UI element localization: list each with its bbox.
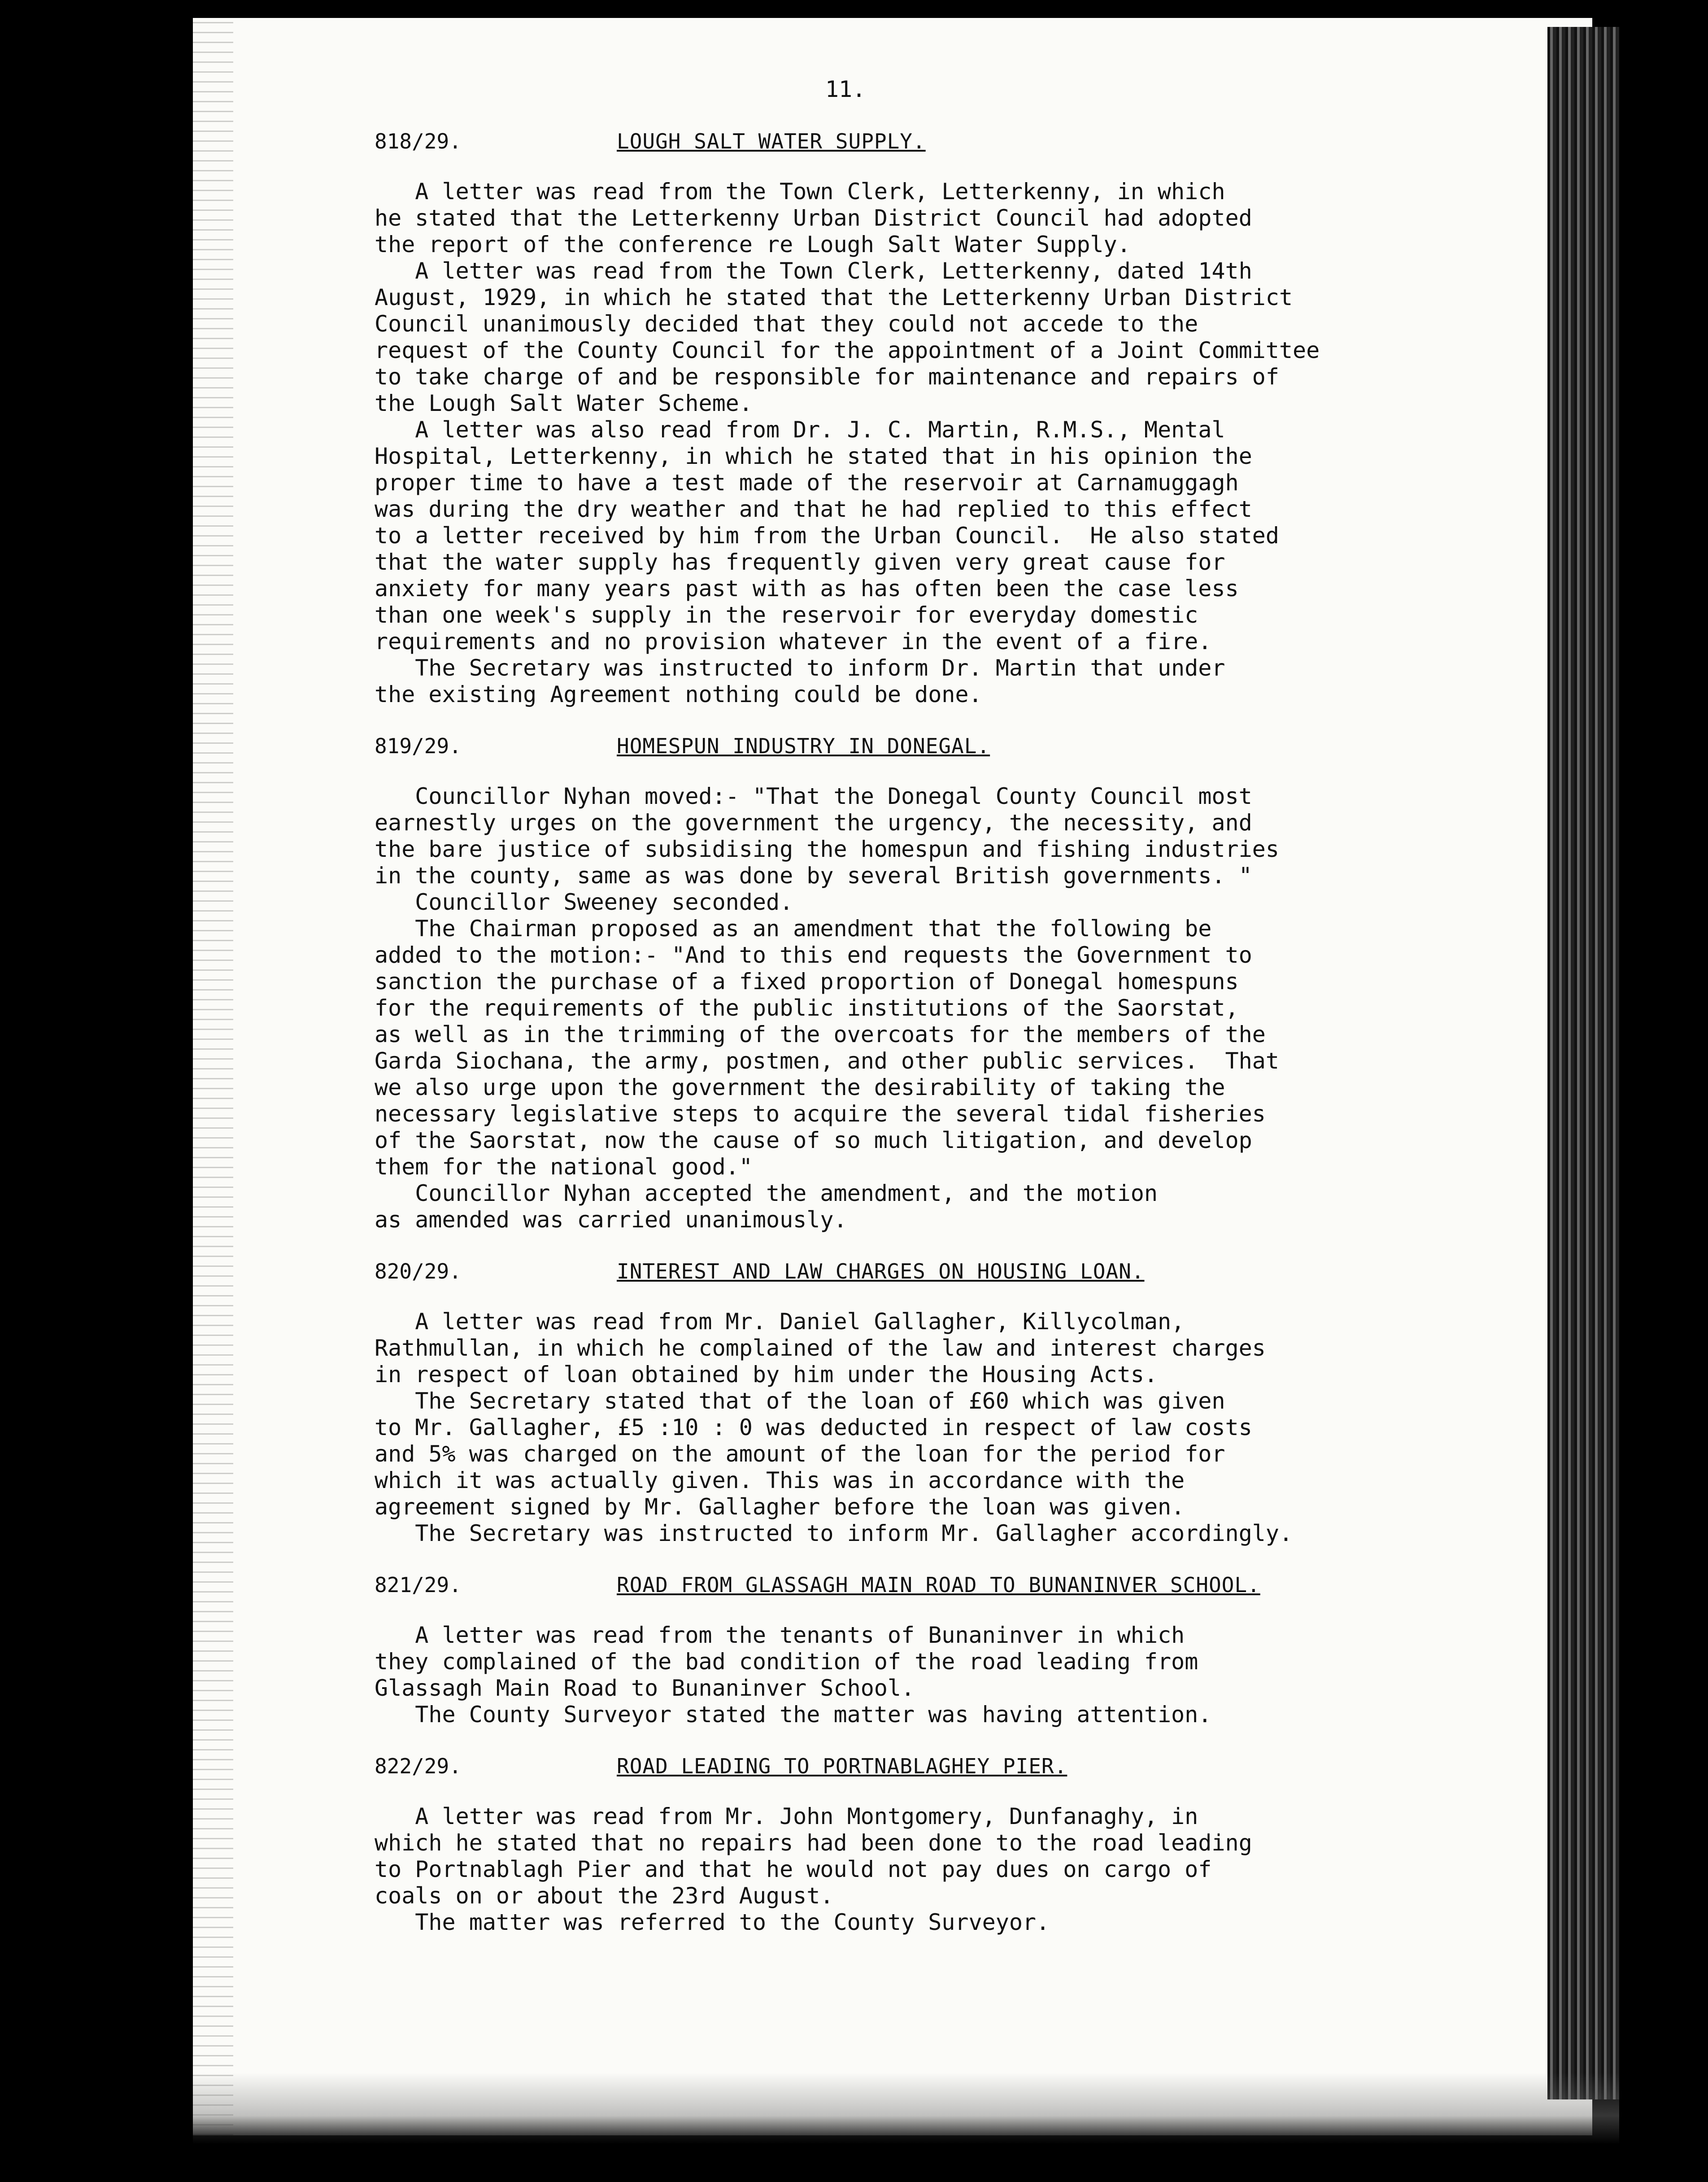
minute-body: A letter was read from Mr. Daniel Gallagher, Killycolman, Rathmullan, in which he complained of the law and interest charges in respect of loan obtained by him under the Housing Acts. The Secretary stated that of the loan of £60 which was given to Mr. Gallagher, £5 :10 : 0 was deducted in respect of law costs and 5% was charged on the amount of the loan for the period for which it was actually given. This was in accordance with the agreement signed by Mr. Gallagher before the loan was given. The Secretary was instructed to inform Mr. Gallagher accordingly. — [375, 1309, 1293, 1546]
minute-819 — [375, 734, 1505, 1233]
minute-number: 818/29. — [375, 129, 462, 153]
minute-title: LOUGH SALT WATER SUPPLY. — [617, 129, 926, 153]
minute-body: A letter was read from Mr. John Montgomery, Dunfanaghy, in which he stated that no repairs had been done to the road leading to Portnablagh Pier and that he would not pay dues on cargo of coals on or about the 23rd August. The matter was referred to the County Surveyor. — [375, 1803, 1252, 1935]
minute-heading — [375, 1259, 1505, 1283]
minute-heading — [375, 734, 1505, 758]
minute-heading — [375, 1573, 1505, 1597]
minute-title: HOMESPUN INDUSTRY IN DONEGAL. — [617, 734, 990, 758]
minute-number: 820/29. — [375, 1259, 462, 1283]
minutes-content — [375, 76, 1505, 1962]
minute-title: ROAD LEADING TO PORTNABLAGHEY PIER. — [617, 1754, 1068, 1778]
minute-heading — [375, 129, 1505, 153]
scan-noise-left — [193, 18, 233, 2135]
minute-heading — [375, 1754, 1505, 1778]
scan-shadow-bottom — [193, 2073, 1619, 2144]
minute-title: INTEREST AND LAW CHARGES ON HOUSING LOAN. — [617, 1259, 1145, 1283]
minute-title: ROAD FROM GLASSAGH MAIN ROAD TO BUNANINVER SCHOOL. — [617, 1573, 1260, 1597]
minute-body: Councillor Nyhan moved:- "That the Donegal County Council most earnestly urges on the government the urgency, the necessity, and the bare justice of subsidising the homespun and fishing industries in the county, same as was done by several British governments. " Councillor Sweeney seconded. The Chairman proposed as an amendment that the following be added to the motion:- "And to this end requests the Government to sanction the purchase of a fixed proportion of Donegal homespuns for the requirements of the public institutions of the Saorstat, as well as in the trimming of the overcoats for the members of the Garda Siochana, the army, postmen, and other public services. That we also urge upon the government the desirability of taking the necessary legislative steps to acquire the several tidal fisheries of the Saorstat, now the cause of so much litigation, and develop them for the national good." Councillor Nyhan accepted the amendment, and the motion as amended was carried unanimously. — [375, 783, 1279, 1233]
minute-821 — [375, 1573, 1505, 1728]
minute-822 — [375, 1754, 1505, 1936]
minute-820 — [375, 1259, 1505, 1547]
minute-number: 822/29. — [375, 1754, 462, 1778]
minute-body: A letter was read from the tenants of Bunaninver in which they complained of the bad condition of the road leading from Glassagh Main Road to Bunaninver School. The County Surveyor stated the matter was having attention. — [375, 1622, 1212, 1728]
minute-number: 819/29. — [375, 734, 462, 758]
minute-818 — [375, 129, 1505, 708]
minute-number: 821/29. — [375, 1573, 462, 1597]
page-edge-stack — [1547, 27, 1619, 2099]
minute-body: A letter was read from the Town Clerk, Letterkenny, in which he stated that the Letterkenny Urban District Council had adopted the report of the conference re Lough Salt Water Supply. A letter was read from the Town Clerk, Letterkenny, dated 14th August, 1929, in which he stated that the Letterkenny Urban District Council unanimously decided that they could not accede to the request of the County Council for the appointment of a Joint Committee to take charge of and be responsible for maintenance and repairs of the Lough Salt Water Scheme. A letter was also read from Dr. J. C. Martin, R.M.S., Mental Hospital, Letterkenny, in which he stated that in his opinion the proper time to have a test made of the reservoir at Carnamuggagh was during the dry weather and that he had replied to this effect to a letter received by him from the Urban Council. He also stated that the water supply has frequently given very great cause for anxiety for many years past with as has often been the case less than one week's supply in the reservoir for everyday domestic requirements and no provision whatever in the event of a fire. The Secretary was instructed to inform Dr. Martin that under the existing Agreement nothing could be done. — [375, 179, 1320, 707]
page-number: 11. — [825, 76, 866, 102]
